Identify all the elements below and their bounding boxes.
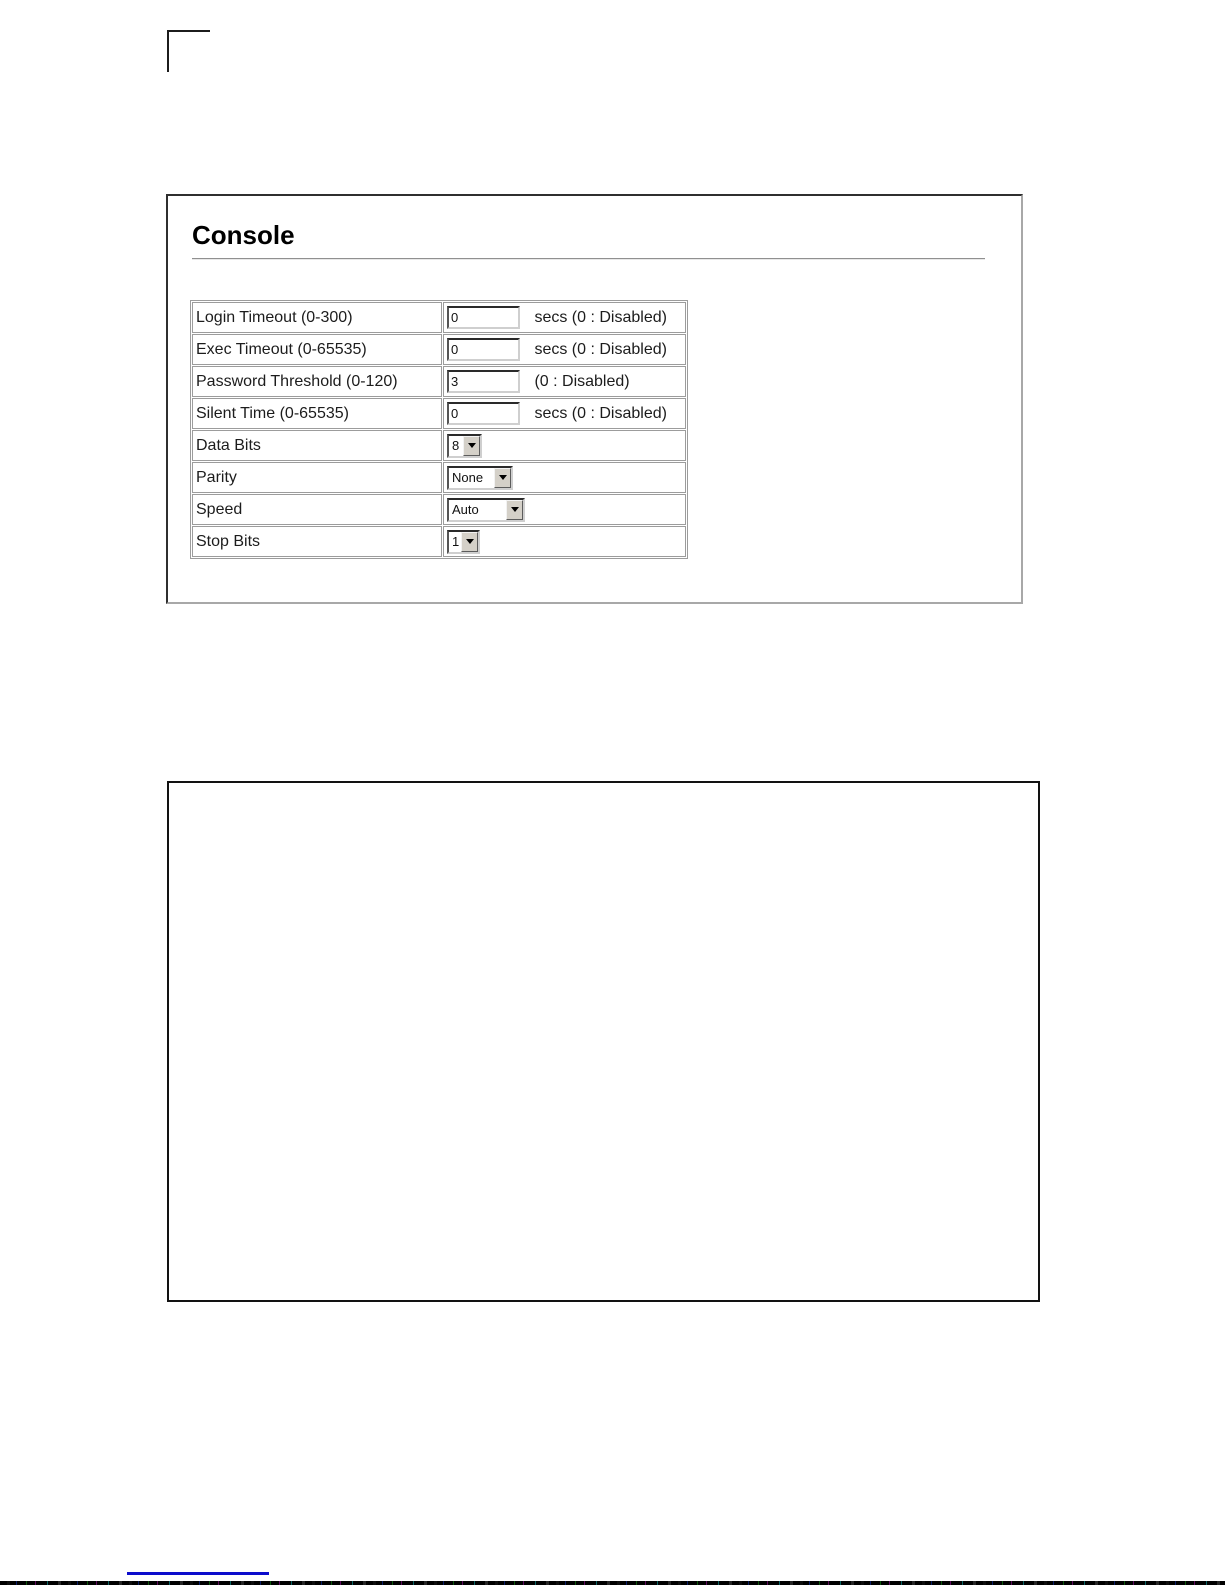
data-bits-label: Data Bits — [192, 430, 442, 461]
page-title: Console — [192, 220, 295, 250]
data-bits-select[interactable] — [447, 434, 482, 458]
speed-selected-value: Auto — [452, 501, 479, 517]
password-threshold-suffix: (0 : Disabled) — [534, 372, 630, 390]
speed-label: Speed — [192, 494, 442, 525]
console-screenshot-panel — [166, 194, 1023, 604]
link-underline[interactable] — [127, 1572, 269, 1575]
stop-bits-label: Stop Bits — [192, 526, 442, 557]
chevron-down-icon — [511, 507, 519, 512]
chevron-down-icon — [466, 539, 474, 544]
dropdown-button[interactable] — [506, 500, 523, 520]
stop-bits-select[interactable] — [447, 530, 480, 554]
exec-timeout-suffix: secs (0 : Disabled) — [534, 340, 667, 358]
table-row — [192, 366, 686, 397]
table-row — [192, 462, 686, 493]
parity-selected-value: None — [452, 469, 484, 485]
table-row — [192, 398, 686, 429]
password-threshold-label: Password Threshold (0-120) — [192, 366, 442, 397]
password-threshold-input[interactable] — [447, 370, 520, 393]
login-timeout-suffix: secs (0 : Disabled) — [534, 308, 667, 326]
page-crop-mark — [167, 30, 210, 72]
table-row — [192, 494, 686, 525]
parity-label: Parity — [192, 462, 442, 493]
dropdown-button[interactable] — [463, 436, 480, 456]
login-timeout-label: Login Timeout (0-300) — [192, 302, 442, 333]
table-row — [192, 526, 686, 557]
exec-timeout-input[interactable] — [447, 338, 520, 361]
chevron-down-icon — [499, 475, 507, 480]
silent-time-suffix: secs (0 : Disabled) — [534, 404, 667, 422]
table-row — [192, 430, 686, 461]
data-bits-selected-value: 8 — [452, 437, 460, 453]
silent-time-label: Silent Time (0-65535) — [192, 398, 442, 429]
exec-timeout-label: Exec Timeout (0-65535) — [192, 334, 442, 365]
dropdown-button[interactable] — [461, 532, 478, 552]
stop-bits-selected-value: 1 — [452, 533, 460, 549]
chevron-down-icon — [468, 443, 476, 448]
console-settings-table — [190, 300, 688, 559]
speed-select[interactable] — [447, 498, 525, 522]
silent-time-input[interactable] — [447, 402, 520, 425]
dropdown-button[interactable] — [494, 468, 511, 488]
login-timeout-input[interactable] — [447, 306, 520, 329]
table-row — [192, 334, 686, 365]
empty-figure-box — [167, 781, 1040, 1302]
parity-select[interactable] — [447, 466, 513, 490]
page-edge-artifact — [0, 1581, 1225, 1585]
table-row — [192, 302, 686, 333]
title-divider — [192, 258, 985, 260]
